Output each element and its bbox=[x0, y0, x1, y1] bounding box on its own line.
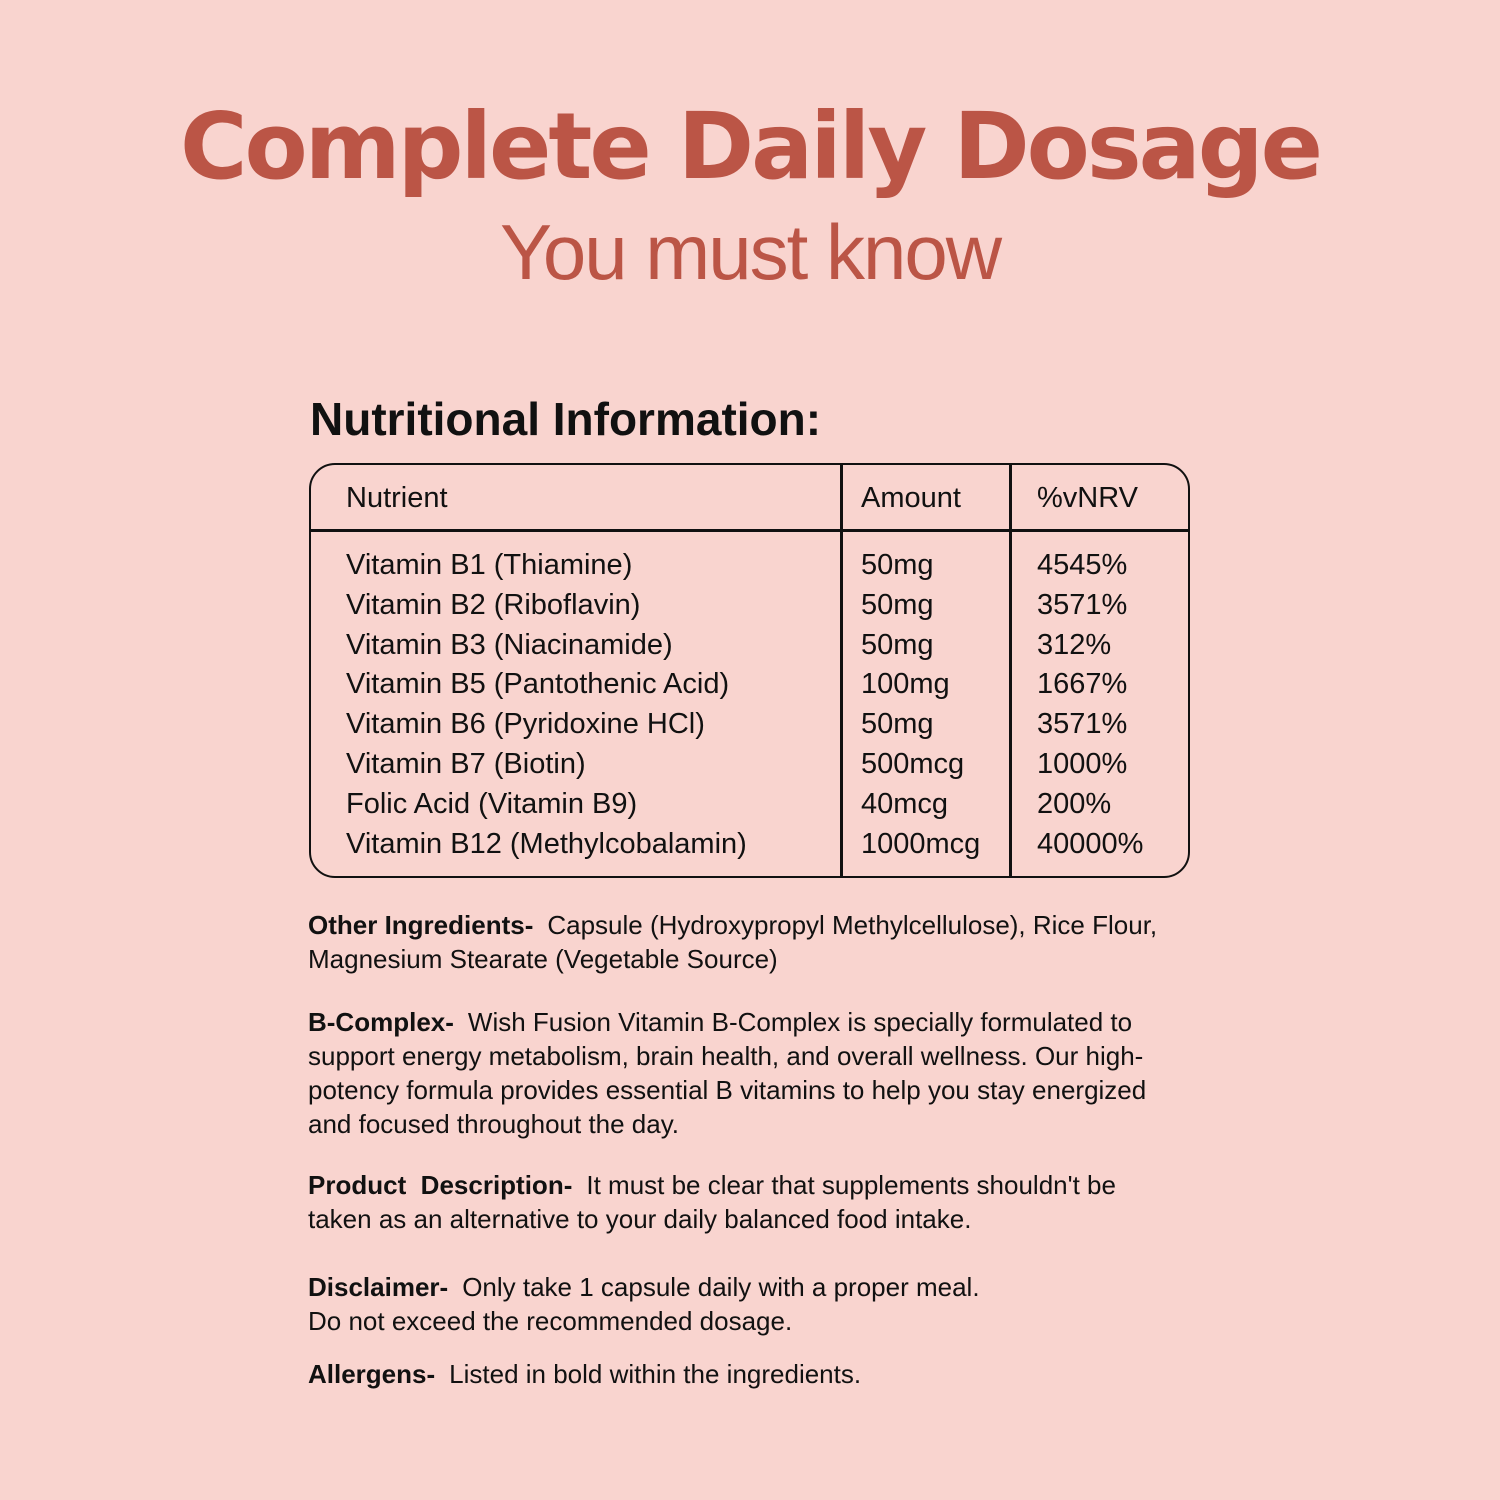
amount-cell: 50mg bbox=[861, 628, 934, 661]
nrv-cell: 40000% bbox=[1037, 827, 1144, 860]
table-row bbox=[311, 706, 1188, 746]
nrv-cell: 1667% bbox=[1037, 668, 1128, 701]
nutrient-cell: Vitamin B1 (Thiamine) bbox=[346, 549, 633, 581]
nutrient-cell: Vitamin B2 (Riboflavin) bbox=[346, 588, 641, 621]
allergens-section bbox=[308, 1357, 1208, 1391]
table-row bbox=[311, 826, 1188, 866]
amount-cell: 1000mcg bbox=[861, 827, 981, 860]
disclaimer-line1: Only take 1 capsule daily with a proper meal. bbox=[462, 1272, 980, 1302]
nrv-cell: 3571% bbox=[1037, 588, 1128, 621]
nutrition-heading: Nutritional Information: bbox=[310, 393, 822, 445]
other-ingredients-section bbox=[308, 908, 1208, 976]
nrv-cell: 312% bbox=[1037, 628, 1112, 661]
allergens-label: Allergens- bbox=[308, 1359, 436, 1389]
disclaimer-label: Disclaimer- bbox=[308, 1272, 449, 1302]
nutrient-cell: Vitamin B3 (Niacinamide) bbox=[346, 628, 673, 661]
table-row bbox=[311, 746, 1188, 786]
product-description-label: Product Description- bbox=[308, 1170, 573, 1200]
table-row bbox=[311, 547, 1188, 587]
amount-cell: 50mg bbox=[861, 708, 934, 741]
b-complex-section bbox=[308, 1005, 1168, 1141]
b-complex-text: Wish Fusion Vitamin B-Complex is specially formulated to support energy metabolism, brain health, and overall wellness. Our high-potency formula provides essential B vitamins to help you stay energized and focused throughout the day. bbox=[308, 1007, 1147, 1139]
b-complex-label: B-Complex- bbox=[308, 1007, 454, 1037]
page-title: Complete Daily Dosage bbox=[180, 93, 1320, 200]
nutrient-cell: Vitamin B7 (Biotin) bbox=[346, 747, 586, 780]
amount-cell: 50mg bbox=[861, 588, 934, 621]
allergens-text: Listed in bold within the ingredients. bbox=[449, 1359, 862, 1389]
table-row bbox=[311, 666, 1188, 706]
column-header-nutrient: Nutrient bbox=[346, 482, 448, 514]
nrv-cell: 4545% bbox=[1037, 549, 1128, 581]
amount-cell: 40mcg bbox=[861, 787, 949, 820]
disclaimer-line2: Do not exceed the recommended dosage. bbox=[308, 1306, 793, 1336]
column-header-amount: Amount bbox=[861, 482, 961, 514]
nrv-cell: 200% bbox=[1037, 787, 1112, 820]
nutrient-cell: Vitamin B12 (Methylcobalamin) bbox=[346, 827, 747, 860]
other-ingredients-label: Other Ingredients- bbox=[308, 910, 534, 940]
column-header-nrv: %vNRV bbox=[1037, 482, 1138, 514]
amount-cell: 50mg bbox=[861, 549, 934, 581]
table-row bbox=[311, 786, 1188, 826]
product-description-section bbox=[308, 1168, 1168, 1236]
nrv-cell: 3571% bbox=[1037, 708, 1128, 741]
nutrition-table bbox=[309, 463, 1190, 878]
nrv-cell: 1000% bbox=[1037, 747, 1128, 780]
header-divider bbox=[311, 529, 1188, 532]
nutrient-cell: Vitamin B5 (Pantothenic Acid) bbox=[346, 668, 730, 701]
amount-cell: 100mg bbox=[861, 668, 950, 701]
page-subtitle: You must know bbox=[499, 208, 1001, 296]
table-row bbox=[311, 627, 1188, 667]
other-ingredients-text: Capsule (Hydroxypropyl Methylcellulose), Rice Flour, Magnesium Stearate (Vegetable Source) bbox=[308, 910, 1158, 974]
nutrient-cell: Vitamin B6 (Pyridoxine HCl) bbox=[346, 708, 705, 741]
product-description-text: It must be clear that supplements shouldn't be taken as an alternative to your daily balanced food intake. bbox=[308, 1170, 1116, 1234]
disclaimer-section bbox=[308, 1270, 1208, 1338]
amount-cell: 500mcg bbox=[861, 747, 965, 780]
table-body bbox=[311, 547, 1188, 865]
table-row bbox=[311, 587, 1188, 627]
nutrient-cell: Folic Acid (Vitamin B9) bbox=[346, 787, 638, 820]
